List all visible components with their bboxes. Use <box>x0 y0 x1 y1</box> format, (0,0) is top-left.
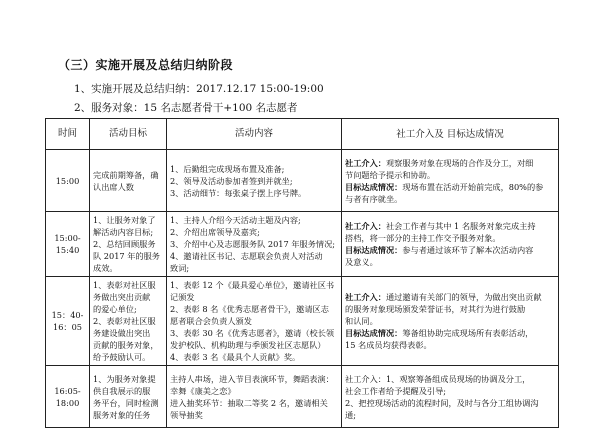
activity-table <box>45 118 559 428</box>
goal-cell-line: 1、为服务对象提 <box>93 373 156 384</box>
time-cell-line: 16:05- <box>54 385 81 396</box>
content-cell-line: 主持人串场，进入节目表演环节，舞蹈表演： <box>170 373 334 384</box>
goal-cell-line: 2、总结回顾服务 <box>93 239 156 249</box>
goal-cell-line: 1、表彰对社区服 <box>93 280 156 290</box>
social-work-text: 现场布置在活动开始前完成，80%的参 <box>402 181 544 192</box>
goal-cell <box>90 366 167 428</box>
goal-cell <box>90 212 167 277</box>
time-cell <box>46 366 90 428</box>
social-work-line <box>345 315 555 327</box>
time-cell <box>46 150 90 212</box>
content-cell-line: 3、活动细节：每张桌子摆上序号牌。 <box>170 187 307 198</box>
social-work-text: 2、把控现场活动的流程时间，及时与各分工组协调沟 <box>345 397 539 408</box>
social-work-text: 搭档，将一部分的主持工作交予服务对象。 <box>345 233 501 243</box>
content-cell-line: 3、介绍中心及志愿服务队 2017 年服务情况; <box>170 239 336 249</box>
section-title: （三）实施开展及总结归纳阶段 <box>58 58 234 72</box>
content-cell-line: 4、表彰 3 名《最具个人贡献》奖。 <box>170 352 301 362</box>
social-work-text: 社工介入：1、观察筹备组成员现场的协调及分工， <box>345 373 531 384</box>
social-work-text: 的服务对象现场颁发荣誉证书，对其行为进行鼓励 <box>345 304 526 314</box>
time-cell <box>46 212 90 277</box>
goal-cell-line: 的爱心单位; <box>93 304 137 314</box>
table-row <box>46 277 559 366</box>
content-cell-line: 2、表彰 8 名《优秀志愿者骨干》，邀请区志 <box>170 304 329 314</box>
social-work-line <box>345 181 555 193</box>
table-row <box>46 150 559 212</box>
header-social-line-1: 社工介入及 <box>396 128 444 140</box>
goal-cell-line: 务平台，同时检测 <box>93 397 159 408</box>
content-cell-line: 1、后勤组完成现场布置及准备; <box>170 163 285 174</box>
header-goal: 活动目标 <box>90 119 167 150</box>
content-cell-line: 记颁发 <box>170 292 195 302</box>
social-work-line <box>345 157 555 169</box>
social-work-line <box>345 339 555 351</box>
table-row <box>46 212 559 277</box>
social-work-line <box>345 256 555 268</box>
header-social-line-2: 目标达成情况 <box>446 128 504 140</box>
content-cell <box>167 277 342 366</box>
social-work-cell <box>342 150 559 212</box>
goal-cell-line: 供自我展示的服 <box>93 385 151 396</box>
social-work-line <box>345 409 555 421</box>
header-content: 活动内容 <box>167 119 342 150</box>
goal-cell-line: 认出席人数 <box>93 181 134 192</box>
social-work-line <box>345 327 555 339</box>
goal-cell-line: 务做出突出贡献 <box>93 292 151 302</box>
social-work-text: 社会工作者与其中 1 名服务对象完成主持 <box>385 221 536 231</box>
header-time: 时间 <box>46 119 90 150</box>
social-work-line <box>345 385 555 397</box>
goal-cell-line: 贡献的服务对象， <box>93 340 159 350</box>
social-work-label: 目标达成情况： <box>345 181 403 192</box>
social-work-line <box>345 232 555 244</box>
goal-cell-line: 务建设做出突出 <box>93 328 151 338</box>
content-cell-line: 幸舞《康美之恋》 <box>170 385 236 396</box>
content-cell <box>167 150 342 212</box>
social-work-label: 社工介入： <box>345 221 386 231</box>
social-work-text: 及意义。 <box>345 257 378 267</box>
content-cell-line: 发护校队、机构助理与季颁发社区志愿队） <box>170 340 326 350</box>
social-work-label: 社工介入： <box>345 157 386 168</box>
table-row <box>46 366 559 428</box>
social-work-line <box>345 220 555 232</box>
social-work-line <box>345 303 555 315</box>
content-cell-line: 2、领导及活动参加者签到并就坐; <box>170 175 293 186</box>
social-work-text: 节问题给予提示和协助。 <box>345 169 436 180</box>
social-work-line <box>345 397 555 409</box>
social-work-label: 社工介入： <box>345 292 386 302</box>
social-work-text: 参与者通过该环节了解本次活动内容 <box>402 245 534 255</box>
time-cell-line: 18:00 <box>55 397 80 408</box>
time-cell-line: 16：05 <box>52 322 83 332</box>
social-work-line <box>345 291 555 303</box>
social-work-text: 社会工作者给予提醒及引导; <box>345 385 447 396</box>
header-social-work <box>342 119 559 150</box>
goal-cell-line: 完成前期筹备，确 <box>93 169 159 180</box>
time-cell <box>46 277 90 366</box>
content-cell <box>167 212 342 277</box>
content-cell-line: 4、邀请社区书记、志愿联会负责人对活动 <box>170 251 323 261</box>
goal-cell <box>90 277 167 366</box>
social-work-text: 通; <box>345 409 356 420</box>
social-work-cell <box>342 366 559 428</box>
social-work-text: 通过邀请有关部门的领导，为做出突出贡献 <box>385 292 542 302</box>
goal-cell-line: 给予鼓励认可。 <box>93 352 151 362</box>
goal-cell-line: 成效。 <box>93 263 118 273</box>
content-cell-line: 愿者联合会负责人颁发 <box>170 316 252 326</box>
social-work-line <box>345 244 555 256</box>
social-work-text: 筹备组协助完成现场所有表彰活动， <box>402 328 534 338</box>
goal-cell <box>90 150 167 212</box>
service-target-line: 2、服务对象：15 名志愿者骨干+100 名志愿者 <box>74 102 298 114</box>
time-cell-line: 15：40- <box>51 310 84 320</box>
content-cell-line: 2、介绍出席领导及嘉宾; <box>170 227 260 237</box>
goal-cell-line: 解活动内容目标; <box>93 227 154 237</box>
time-cell-line: 15:00 <box>55 175 80 186</box>
content-cell-line: 3、表彰 30 名《优秀志愿者》，邀请（校长领 <box>170 328 335 338</box>
social-work-line <box>345 373 555 385</box>
content-cell-line: 致词; <box>170 263 190 273</box>
schedule-line: 1、实施开展及总结归纳：2017.12.17 15:00-19:00 <box>74 83 324 95</box>
content-cell-line: 1、表彰 12 个《最具爱心单位》，邀请社区书 <box>170 280 335 290</box>
social-work-label: 目标达成情况： <box>345 328 403 338</box>
content-cell-line: 1、主持人介绍今天活动主题及内容; <box>170 215 301 225</box>
social-work-text: 观察服务对象在现场的合作及分工，对细 <box>385 157 534 168</box>
social-work-text: 15 名成员均获得表彰。 <box>345 340 432 350</box>
social-work-text: 与者有序就坐。 <box>345 193 403 204</box>
social-work-cell <box>342 277 559 366</box>
goal-cell-line: 服务对象的任务 <box>93 409 151 420</box>
goal-cell-line: 队 2017 年的服务 <box>93 251 160 261</box>
goal-cell-line: 1、让服务对象了 <box>93 215 156 225</box>
social-work-cell <box>342 212 559 277</box>
social-work-text: 和认同。 <box>345 316 378 326</box>
table-header-row <box>46 119 559 150</box>
time-cell-line: 15:40 <box>55 245 80 255</box>
social-work-label: 目标达成情况： <box>345 245 403 255</box>
social-work-line <box>345 169 555 181</box>
goal-cell-line: 2、表彰对社区服 <box>93 316 156 326</box>
content-cell-line: 领导抽奖 <box>170 409 203 420</box>
content-cell <box>167 366 342 428</box>
content-cell-line: 进入抽奖环节：抽取二等奖 2 名，邀请相关 <box>170 397 328 408</box>
time-cell-line: 15:00- <box>54 233 81 243</box>
social-work-line <box>345 193 555 205</box>
